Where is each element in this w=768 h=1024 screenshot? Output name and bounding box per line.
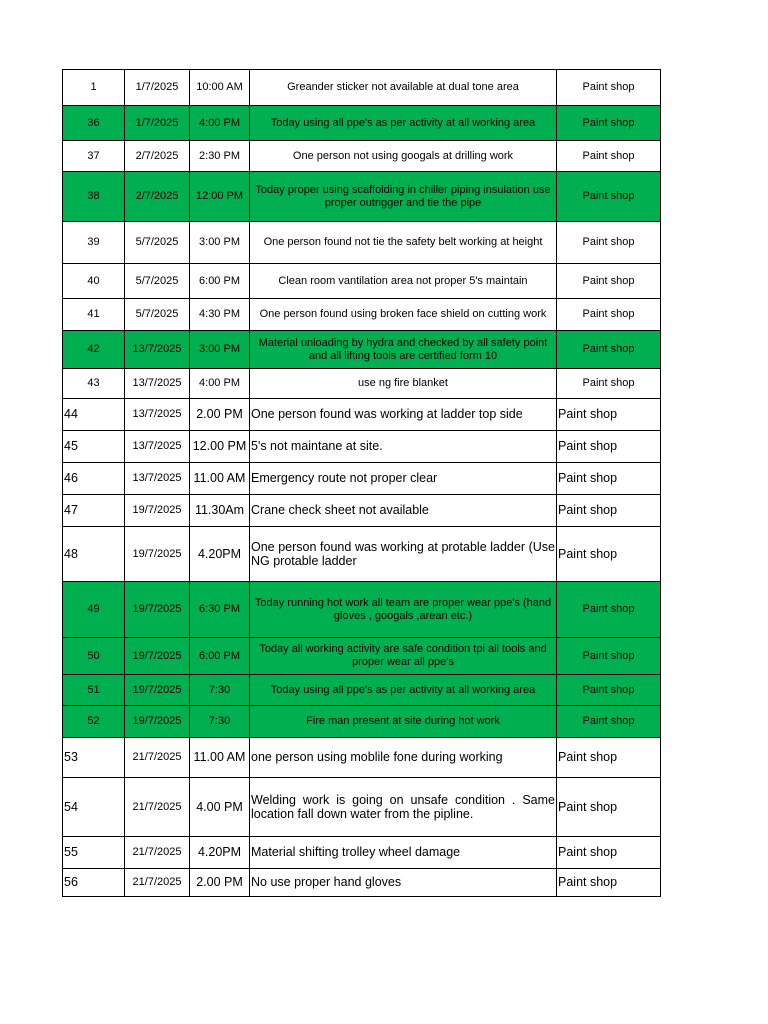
date-cell: 1/7/2025 bbox=[125, 106, 190, 141]
observation-cell: One person found was working at protable ladder (Use NG protable ladder bbox=[250, 527, 557, 582]
serial-number: 48 bbox=[63, 527, 125, 582]
date-cell: 13/7/2025 bbox=[125, 431, 190, 463]
time-cell: 2:30 PM bbox=[190, 141, 250, 172]
time-cell: 2.00 PM bbox=[190, 399, 250, 431]
time-cell: 6:00 PM bbox=[190, 264, 250, 299]
time-cell: 4:00 PM bbox=[190, 369, 250, 399]
date-cell: 19/7/2025 bbox=[125, 527, 190, 582]
area-cell: Paint shop bbox=[557, 141, 661, 172]
observation-cell: Material shifting trolley wheel damage bbox=[250, 837, 557, 869]
date-cell: 19/7/2025 bbox=[125, 675, 190, 706]
table-row bbox=[63, 106, 661, 141]
observation-cell: Clean room vantilation area not proper 5's maintain bbox=[250, 264, 557, 299]
time-cell: 4.20PM bbox=[190, 527, 250, 582]
observation-cell: Today all working activity are safe condition tpi all tools and proper wear all ppe's bbox=[250, 638, 557, 675]
observation-cell: Crane check sheet not available bbox=[250, 495, 557, 527]
table-row bbox=[63, 141, 661, 172]
observation-cell: One person found using broken face shield on cutting work bbox=[250, 299, 557, 331]
table-row bbox=[63, 70, 661, 106]
serial-number: 39 bbox=[63, 222, 125, 264]
area-cell: Paint shop bbox=[557, 582, 661, 638]
area-cell: Paint shop bbox=[557, 331, 661, 369]
observation-cell: One person found was working at ladder top side bbox=[250, 399, 557, 431]
time-cell: 4.00 PM bbox=[190, 778, 250, 837]
date-cell: 19/7/2025 bbox=[125, 582, 190, 638]
area-cell: Paint shop bbox=[557, 369, 661, 399]
table-row bbox=[63, 675, 661, 706]
serial-number: 41 bbox=[63, 299, 125, 331]
time-cell: 3:00 PM bbox=[190, 222, 250, 264]
area-cell: Paint shop bbox=[557, 399, 661, 431]
serial-number: 38 bbox=[63, 172, 125, 222]
table-row bbox=[63, 264, 661, 299]
serial-number: 40 bbox=[63, 264, 125, 299]
date-cell: 2/7/2025 bbox=[125, 141, 190, 172]
time-cell: 6:00 PM bbox=[190, 638, 250, 675]
observation-cell: Today using all ppe's as per activity at all working area bbox=[250, 675, 557, 706]
observation-cell: Today using all ppe's as per activity at all working area bbox=[250, 106, 557, 141]
area-cell: Paint shop bbox=[557, 264, 661, 299]
serial-number: 52 bbox=[63, 706, 125, 738]
serial-number: 55 bbox=[63, 837, 125, 869]
date-cell: 5/7/2025 bbox=[125, 264, 190, 299]
time-cell: 12.00 PM bbox=[190, 431, 250, 463]
time-cell: 3:00 PM bbox=[190, 331, 250, 369]
table-row bbox=[63, 369, 661, 399]
time-cell: 12:00 PM bbox=[190, 172, 250, 222]
observation-table bbox=[62, 69, 661, 897]
observation-cell: Welding work is going on unsafe condition . Same location fall down water from the pipline. bbox=[250, 778, 557, 837]
observation-cell: Today proper using scaffolding in chiller piping insulation use proper outrigger and tie the pipe bbox=[250, 172, 557, 222]
date-cell: 5/7/2025 bbox=[125, 299, 190, 331]
area-cell: Paint shop bbox=[557, 463, 661, 495]
area-cell: Paint shop bbox=[557, 222, 661, 264]
date-cell: 19/7/2025 bbox=[125, 638, 190, 675]
time-cell: 10:00 AM bbox=[190, 70, 250, 106]
area-cell: Paint shop bbox=[557, 70, 661, 106]
time-cell: 7:30 bbox=[190, 706, 250, 738]
table-row bbox=[63, 431, 661, 463]
serial-number: 43 bbox=[63, 369, 125, 399]
serial-number: 50 bbox=[63, 638, 125, 675]
date-cell: 21/7/2025 bbox=[125, 837, 190, 869]
observation-cell: use ng fire blanket bbox=[250, 369, 557, 399]
date-cell: 21/7/2025 bbox=[125, 738, 190, 778]
observation-cell: One person found not tie the safety belt working at height bbox=[250, 222, 557, 264]
serial-number: 1 bbox=[63, 70, 125, 106]
area-cell: Paint shop bbox=[557, 837, 661, 869]
serial-number: 46 bbox=[63, 463, 125, 495]
table-row bbox=[63, 738, 661, 778]
date-cell: 21/7/2025 bbox=[125, 869, 190, 897]
observation-cell: 5's not maintane at site. bbox=[250, 431, 557, 463]
observation-cell: Emergency route not proper clear bbox=[250, 463, 557, 495]
area-cell: Paint shop bbox=[557, 495, 661, 527]
date-cell: 1/7/2025 bbox=[125, 70, 190, 106]
date-cell: 13/7/2025 bbox=[125, 463, 190, 495]
observation-cell: one person using moblile fone during working bbox=[250, 738, 557, 778]
table-row bbox=[63, 331, 661, 369]
time-cell: 11.30Am bbox=[190, 495, 250, 527]
date-cell: 19/7/2025 bbox=[125, 495, 190, 527]
observation-cell: Today running hot work all team are proper wear ppe's (hand gloves , googals ,arean etc.) bbox=[250, 582, 557, 638]
table-row bbox=[63, 299, 661, 331]
observation-cell: Greander sticker not available at dual tone area bbox=[250, 70, 557, 106]
area-cell: Paint shop bbox=[557, 706, 661, 738]
time-cell: 11.00 AM bbox=[190, 463, 250, 495]
serial-number: 42 bbox=[63, 331, 125, 369]
area-cell: Paint shop bbox=[557, 527, 661, 582]
table-row bbox=[63, 869, 661, 897]
area-cell: Paint shop bbox=[557, 638, 661, 675]
observation-cell: Fire man present at site during hot work bbox=[250, 706, 557, 738]
table-row bbox=[63, 463, 661, 495]
area-cell: Paint shop bbox=[557, 172, 661, 222]
serial-number: 56 bbox=[63, 869, 125, 897]
time-cell: 4.20PM bbox=[190, 837, 250, 869]
table-row bbox=[63, 638, 661, 675]
observation-cell: One person not using googals at drilling work bbox=[250, 141, 557, 172]
area-cell: Paint shop bbox=[557, 299, 661, 331]
serial-number: 53 bbox=[63, 738, 125, 778]
time-cell: 4:30 PM bbox=[190, 299, 250, 331]
table-row bbox=[63, 399, 661, 431]
observation-cell: No use proper hand gloves bbox=[250, 869, 557, 897]
table-row bbox=[63, 837, 661, 869]
area-cell: Paint shop bbox=[557, 106, 661, 141]
serial-number: 44 bbox=[63, 399, 125, 431]
table-row bbox=[63, 778, 661, 837]
date-cell: 19/7/2025 bbox=[125, 706, 190, 738]
date-cell: 13/7/2025 bbox=[125, 331, 190, 369]
area-cell: Paint shop bbox=[557, 869, 661, 897]
table-row bbox=[63, 527, 661, 582]
date-cell: 5/7/2025 bbox=[125, 222, 190, 264]
date-cell: 13/7/2025 bbox=[125, 399, 190, 431]
table-row bbox=[63, 172, 661, 222]
observation-cell: Material unloading by hydra and checked by all safety point and all lifting tools are certified form 10 bbox=[250, 331, 557, 369]
serial-number: 51 bbox=[63, 675, 125, 706]
serial-number: 36 bbox=[63, 106, 125, 141]
serial-number: 45 bbox=[63, 431, 125, 463]
serial-number: 47 bbox=[63, 495, 125, 527]
time-cell: 7:30 bbox=[190, 675, 250, 706]
table-row bbox=[63, 706, 661, 738]
date-cell: 13/7/2025 bbox=[125, 369, 190, 399]
serial-number: 37 bbox=[63, 141, 125, 172]
time-cell: 6:30 PM bbox=[190, 582, 250, 638]
date-cell: 2/7/2025 bbox=[125, 172, 190, 222]
serial-number: 49 bbox=[63, 582, 125, 638]
area-cell: Paint shop bbox=[557, 778, 661, 837]
area-cell: Paint shop bbox=[557, 431, 661, 463]
time-cell: 11.00 AM bbox=[190, 738, 250, 778]
time-cell: 4:00 PM bbox=[190, 106, 250, 141]
area-cell: Paint shop bbox=[557, 675, 661, 706]
table-row bbox=[63, 222, 661, 264]
serial-number: 54 bbox=[63, 778, 125, 837]
date-cell: 21/7/2025 bbox=[125, 778, 190, 837]
table-row bbox=[63, 582, 661, 638]
time-cell: 2.00 PM bbox=[190, 869, 250, 897]
area-cell: Paint shop bbox=[557, 738, 661, 778]
table-row bbox=[63, 495, 661, 527]
